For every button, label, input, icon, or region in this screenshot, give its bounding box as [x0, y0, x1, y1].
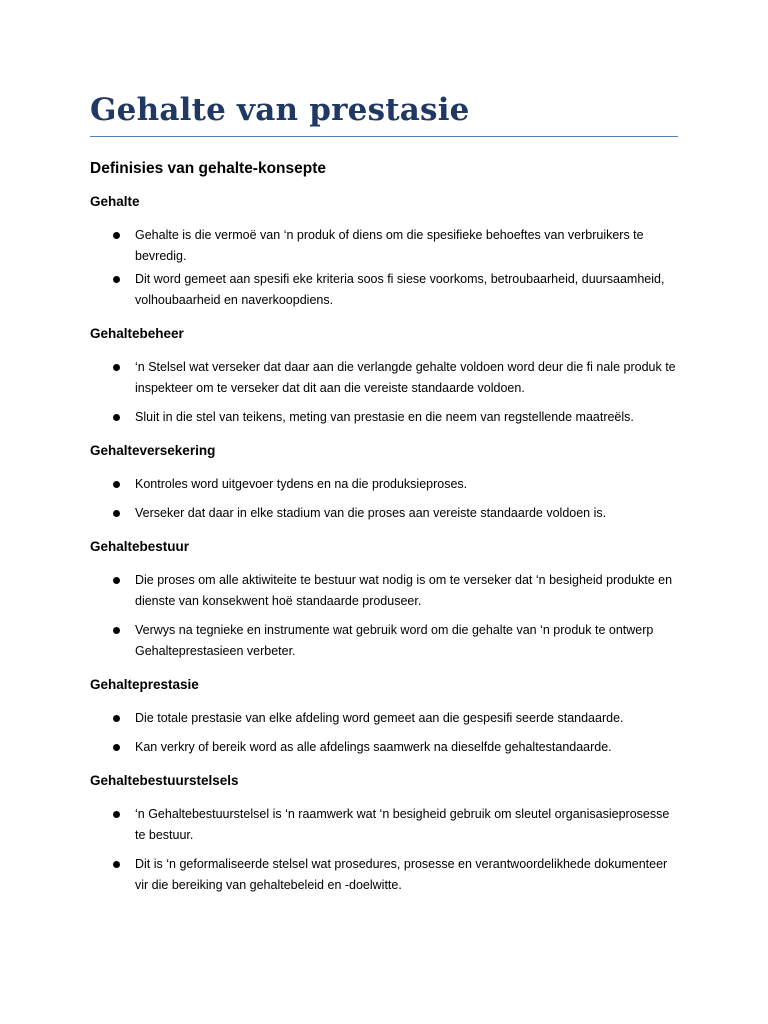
list-item: [90, 269, 678, 311]
list-item-text: ‘n Stelsel wat verseker dat daar aan die verlangde gehalte voldoen word deur die fi nale produk te inspekteer om te verseker dat dit aan die vereiste standaarde voldoen.: [135, 360, 676, 395]
list-item-text: Die proses om alle aktiwiteite te bestuur wat nodig is om te verseker dat ‘n besigheid produkte en dienste van konsekwent hoë standaarde produseer.: [135, 573, 673, 608]
list-item-text: Verwys na tegnieke en instrumente wat gebruik word om die gehalte van ‘n produk te ontwerp Gehalteprestasieen verbeter.: [135, 623, 654, 658]
bullet-list: [90, 708, 678, 758]
bullet-list: [90, 474, 678, 524]
section-heading: Definisies van gehalte-konsepte: [90, 160, 327, 177]
list-item-text: ‘n Gehaltebestuurstelsel is ‘n raamwerk wat ‘n besigheid gebruik om sleutel organisasieprosesse te bestuur.: [135, 807, 670, 842]
list-item: [90, 620, 678, 662]
list-item-text: Kan verkry of bereik word as alle afdelings saamwerk na dieselfde gehaltestandaarde.: [135, 740, 612, 754]
bullet-list: [90, 804, 678, 896]
bullet-icon: [113, 715, 120, 722]
list-item-text: Sluit in die stel van teikens, meting van prestasie en die neem van regstellende maatreëls.: [135, 410, 634, 424]
list-item: [90, 357, 678, 399]
bullet-icon: [113, 744, 120, 751]
list-item: [90, 474, 678, 495]
bullet-icon: [113, 577, 120, 584]
bullet-icon: [113, 232, 120, 239]
list-item: [90, 854, 678, 896]
bullet-icon: [113, 811, 120, 818]
bullet-icon: [113, 510, 120, 517]
list-item: [90, 737, 678, 758]
list-item-text: Verseker dat daar in elke stadium van die proses aan vereiste standaarde voldoen is.: [135, 506, 607, 520]
bullet-list: [90, 570, 678, 662]
list-item: [90, 503, 678, 524]
list-item: [90, 804, 678, 846]
subsection-heading: Gehalteprestasie: [90, 677, 199, 692]
document-title: Gehalte van prestasie: [90, 90, 678, 137]
list-item-text: Die totale prestasie van elke afdeling word gemeet aan die gespesifi seerde standaarde.: [135, 711, 624, 725]
list-item-text: Dit is ‘n geformaliseerde stelsel wat prosedures, prosesse en verantwoordelikhede dokumenteer vir die bereiking van gehaltebeleid en -doelwitte.: [135, 857, 668, 892]
sections-container: [90, 193, 678, 896]
bullet-icon: [113, 481, 120, 488]
subsection-heading: Gehalteversekering: [90, 443, 216, 458]
list-item-text: Dit word gemeet aan spesifi eke kriteria soos fi siese voorkoms, betroubaarheid, duursaamheid, volhoubaarheid en naverkoopdiens.: [135, 272, 665, 307]
list-item: [90, 570, 678, 612]
bullet-icon: [113, 627, 120, 634]
bullet-icon: [113, 364, 120, 371]
document-page: [90, 90, 678, 898]
list-item: [90, 708, 678, 729]
subsection-heading: Gehalte: [90, 194, 140, 209]
bullet-icon: [113, 414, 120, 421]
list-item-text: Kontroles word uitgevoer tydens en na die produksieproses.: [135, 477, 468, 491]
bullet-list: [90, 357, 678, 428]
subsection-heading: Gehaltebeheer: [90, 326, 184, 341]
subsection-heading: Gehaltebestuurstelsels: [90, 773, 239, 788]
bullet-icon: [113, 861, 120, 868]
list-item: [90, 407, 678, 428]
subsection-heading: Gehaltebestuur: [90, 539, 190, 554]
bullet-icon: [113, 276, 120, 283]
bullet-list: [90, 225, 678, 311]
list-item-text: Gehalte is die vermoë van ‘n produk of diens om die spesifieke behoeftes van verbruikers te bevredig.: [135, 228, 644, 263]
list-item: [90, 225, 678, 267]
